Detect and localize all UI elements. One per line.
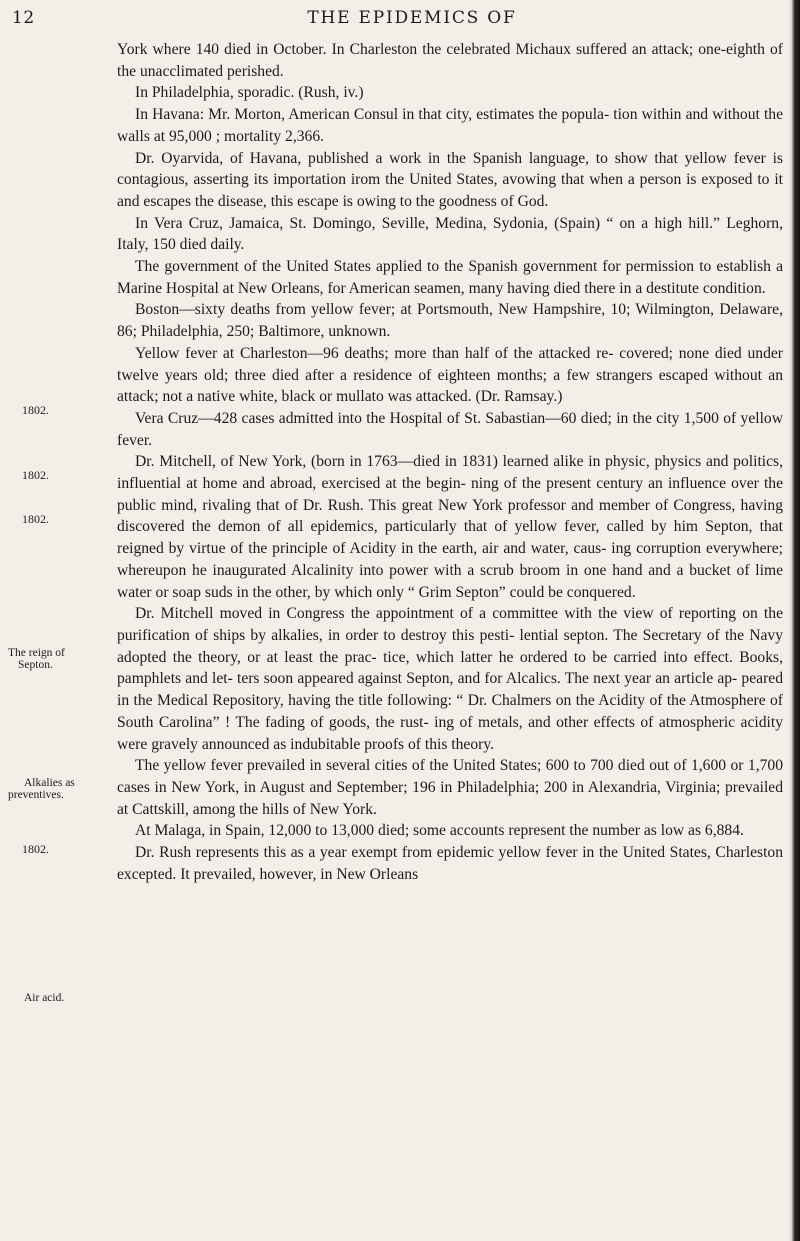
paragraph: Dr. Mitchell moved in Congress the appointment of a committee with the view of reporting on the purification of ships by alkalies, in order to destroy this pesti- lential septon. The Secretary of the Navy adopted the theory, or at least the prac- tice, which latter he ordered to be carried into effect. Books, pamphlets and let- ters soon appeared against Septon, and for Alcalics. The next year an article ap- peared in the Medical Repository, having the title following: “ Dr. Chalmers on the Acidity of the Atmosphere of South Carolina” ! The fading of goods, the rust- ing of metals, and other effects of atmospheric acidity were gravely announced as indubitable proofs of this theory. xyxy=(117,605,783,753)
margin-notes xyxy=(0,0,115,1241)
page-number: 12 xyxy=(12,8,35,28)
margin-year: 1802. xyxy=(22,468,49,482)
margin-note-line: The reign of xyxy=(8,647,65,659)
margin-year: 1802. xyxy=(22,512,49,526)
margin-note-alkalies xyxy=(8,777,108,801)
margin-year: 1802. xyxy=(22,403,49,417)
paragraph: Boston—sixty deaths from yellow fever; at Portsmouth, New Hampshire, 10; Wilmington, Delaware, 86; Philadelphia, 250; Baltimore, unknown. xyxy=(117,301,783,341)
paragraph: In Vera Cruz, Jamaica, St. Domingo, Seville, Medina, Sydonia, (Spain) “ on a high hill.” Leghorn, Italy, 150 died daily. xyxy=(117,214,783,254)
page-header xyxy=(0,4,800,30)
paragraph: The government of the United States applied to the Spanish government for permission to establish a Marine Hospital at New Orleans, for American seamen, many having died there in a destitute condition. xyxy=(117,258,783,297)
margin-note-air-acid: Air acid. xyxy=(24,992,65,1004)
page-edge-shadow xyxy=(788,0,800,1241)
paragraph: York where 140 died in October. In Charleston the celebrated Michaux suffered an attack; one-eighth of the unacclimated perished. xyxy=(117,41,783,80)
paragraph: Yellow fever at Charleston—96 deaths; more than half of the attacked re- covered; none died under twelve years old; three died after a residence of eighteen months; a few strangers escaped without an attack; not a native white, black or mullato was attacked. (Dr. Ramsay.) xyxy=(117,344,783,406)
paragraph: In Havana: Mr. Morton, American Consul in that city, estimates the popula- tion within and without the walls at 95,000 ; mortality 2,366. xyxy=(117,106,783,145)
paragraph: Dr. Rush represents this as a year exempt from epidemic yellow fever in the United States, Charleston excepted. It prevailed, however, in New Orleans xyxy=(117,844,783,883)
margin-note-line: Septon. xyxy=(18,659,53,671)
paragraph: The yellow fever prevailed in several cities of the United States; 600 to 700 died out of 1,600 or 1,700 cases in New York, in August and September; 196 in Philadelphia; 200 in Alexandria, Virginia; prevailed at Cattskill, among the hills of New York. xyxy=(117,757,783,818)
margin-note-line: preventives. xyxy=(8,789,64,801)
running-head: THE EPIDEMICS OF xyxy=(307,8,517,28)
margin-year: 1802. xyxy=(22,842,49,856)
margin-note-line: Alkalies as xyxy=(24,777,75,789)
paragraph: Dr. Mitchell, of New York, (born in 1763—died in 1831) learned alike in physic, physics and politics, influential at home and abroad, exercised at the begin- ning of the present century an influence over the public mind, rivaling that of Dr. Rush. This great New York professor and member of Congress, having discovered the demon of all epidemics, particularly that of yellow fever, called by him Septon, that reigned by virtue of the principle of Acidity in the earth, air and water, caus- ing corruption everywhere; whereupon he inaugurated Alcalinity into power with a scrub broom in one hand and a bucket of lime water or soap suds in the other, by which only “ Grim Septon” could be conquered. xyxy=(117,453,783,601)
paragraph: Dr. Oyarvida, of Havana, published a work in the Spanish language, to show that yellow fever is contagious, asserting its importation irom the United States, avowing that when a person is exposed to it and escapes the disease, this escape is owing to the goodness of God. xyxy=(117,149,783,210)
paragraph: Vera Cruz—428 cases admitted into the Hospital of St. Sabastian—60 died; in the city 1,500 of yellow fever. xyxy=(117,409,783,449)
margin-note-septon xyxy=(8,647,108,671)
paragraph: In Philadelphia, sporadic. (Rush, iv.) xyxy=(135,84,364,102)
paragraph: At Malaga, in Spain, 12,000 to 13,000 died; some accounts represent the number as low as 6,884. xyxy=(135,822,744,840)
body-text xyxy=(117,39,783,885)
